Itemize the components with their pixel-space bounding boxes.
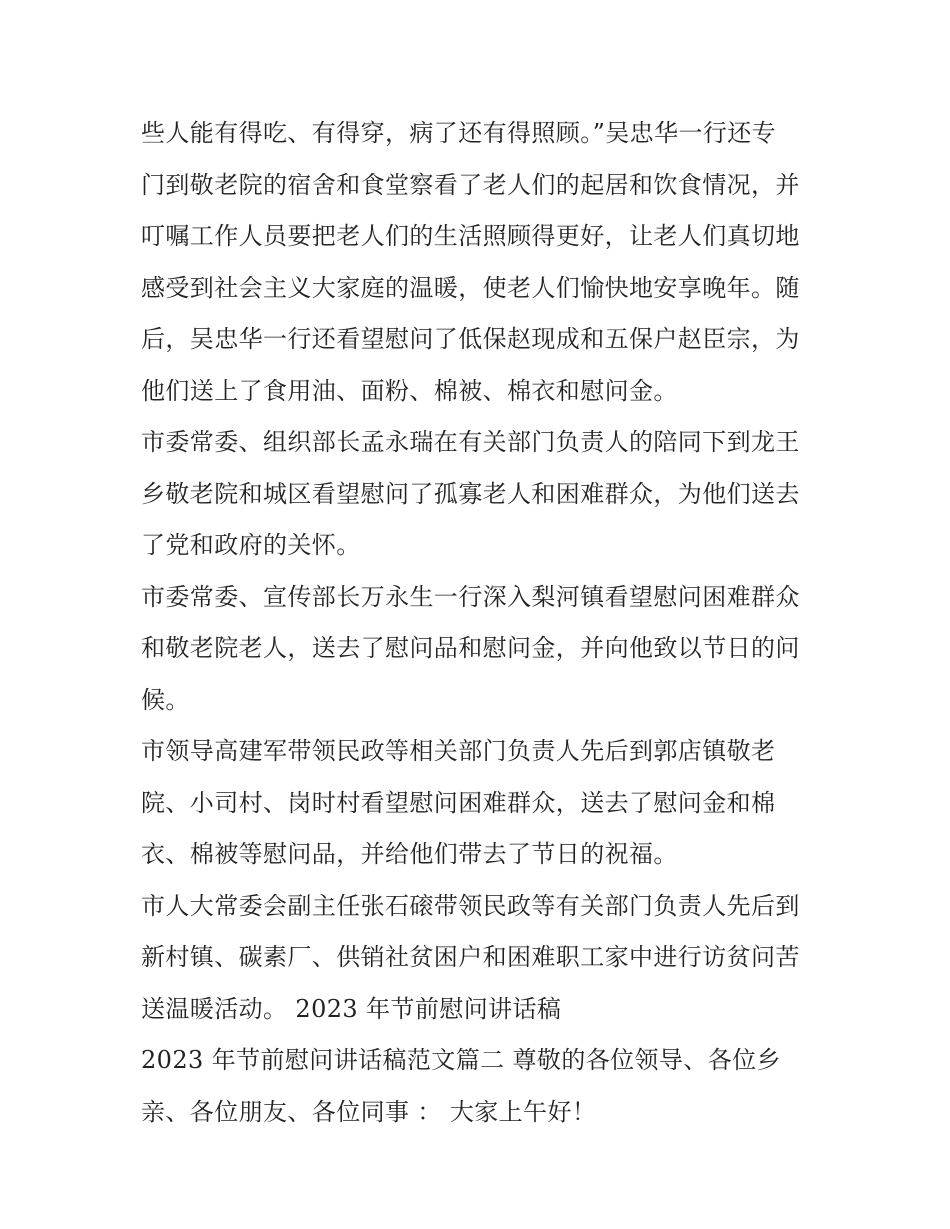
text-line: 市委常委、宣传部长万永生一行深入梨河镇看望慰问困难群众 — [141, 582, 800, 611]
text-line: 叮嘱工作人员要把老人们的生活照顾得更好，让老人们真切地 — [141, 222, 800, 250]
document-body — [141, 108, 821, 1138]
text-line: 市领导高建军带领民政等相关部门负责人先后到郭店镇敬老 — [141, 737, 776, 765]
text-line: 门到敬老院的宿舍和食堂察看了老人们的起居和饮食情况，并 — [141, 170, 800, 199]
text-line: 新村镇、碳素厂、供销社贫困户和困难职工家中进行访贫问苦 — [141, 943, 800, 971]
text-line: 了党和政府的关怀。 — [141, 531, 361, 559]
text-line: 衣、棉被等慰问品，并给他们带去了节日的祝福。 — [141, 840, 678, 868]
text-line: 后，吴忠华一行还看望慰问了低保赵现成和五保户赵臣宗，为 — [141, 325, 800, 353]
text-line: 市委常委、组织部长孟永瑞在有关部门负责人的陪同下到龙王 — [141, 428, 800, 456]
text-line: 感受到社会主义大家庭的温暖，使老人们愉快地安享晚年。随 — [141, 273, 800, 302]
text-line: 和敬老院老人，送去了慰问品和慰问金，并向他致以节日的问 — [141, 634, 800, 662]
text-line: 市人大常委会副主任张石磙带领民政等有关部门负责人先后到 — [141, 891, 800, 920]
text-line: 2023 年节前慰问讲话稿范文篇二 尊敬的各位领导、各位乡 — [141, 1046, 781, 1074]
text-line: 院、小司村、岗时村看望慰问困难群众，送去了慰问金和棉 — [141, 788, 776, 817]
text-line: 乡敬老院和城区看望慰问了孤寡老人和困难群众，为他们送去 — [141, 479, 800, 508]
text-line: 候。 — [141, 685, 190, 714]
text-line: 些人能有得吃、有得穿，病了还有得照顾。”吴忠华一行还专 — [141, 119, 777, 147]
text-line: 送温暖活动。 2023 年节前慰问讲话稿 — [141, 994, 562, 1023]
text-line: 亲、各位朋友、各位同事 ： 大家上午好！ — [141, 1097, 597, 1126]
text-line: 他们送上了食用油、面粉、棉被、棉衣和慰问金。 — [141, 376, 678, 405]
